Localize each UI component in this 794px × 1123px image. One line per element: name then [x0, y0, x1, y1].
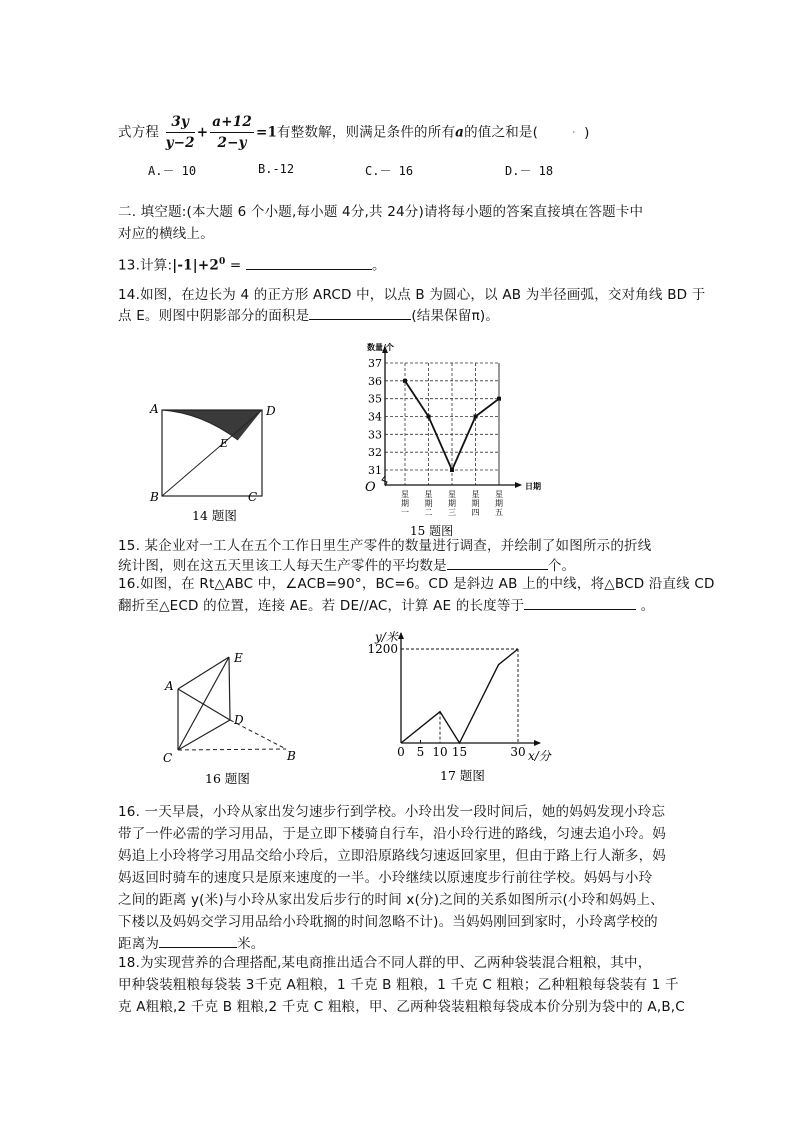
shaded-region [162, 410, 262, 440]
x-tick-label: 星 [448, 490, 456, 499]
x-axis-label: x/分 [528, 749, 551, 763]
segment-ae [178, 657, 229, 689]
answer-blank[interactable]: · [571, 124, 577, 141]
x-tick-label: 期 [495, 499, 503, 508]
q15-line1: 15. 某企业对一工人在五个工作日里生产零件的数量进行调查，并绘制了如图所示的折线 [118, 538, 652, 554]
q14-line1: 14.如图，在边长为 4 的正方形 ARCD 中，以点 B 为圆心，以 AB 为半径画弧，交对角线 BD 于 [118, 287, 706, 303]
x-tick-label: 0 [397, 745, 405, 759]
q14-line2: 点 E。则图中阴影部分的面积是 (结果保留π)。 [118, 308, 500, 324]
label-e: E [220, 437, 229, 450]
label-b: B [150, 490, 159, 504]
q14-square-figure [140, 395, 280, 535]
q18-line2: 甲种袋装粗粮每袋装 3千克 A粗粮，1 千克 B 粗粮，1 千克 C 粗粮；乙种粗粮每袋装有 1 千 [118, 977, 679, 993]
y-tick-label: 35 [368, 392, 382, 406]
q15-answer-blank[interactable] [447, 556, 548, 570]
x-tick-label: 星 [471, 490, 480, 499]
y-axis-label: 数量/个 [367, 342, 394, 352]
x-tick-label: 15 [451, 745, 468, 759]
label-b: B [287, 749, 296, 763]
equals-one: =1 [255, 124, 278, 141]
q18-line1: 18.为实现营养的合理搭配,某电商推出适合不同人群的甲、乙两种袋装混合粗粮，其中， [118, 955, 652, 971]
q17-line3: 妈追上小玲将学习用品交给小玲后，立即沿原路线匀速返回家里，但由于路上行人渐多，妈 [118, 848, 666, 864]
x-axis-arrow [534, 740, 541, 746]
q17-line2: 带了一件必需的学习用品，于是立即下楼骑自行车，沿小玲行进的路线，匀速去追小玲。妈 [118, 826, 666, 842]
q16-line1: 16.如图，在 Rt△ABC 中，∠ACB=90°，BC=6。CD 是斜边 AB 上的中线，将△BCD 沿直线 CD [118, 576, 715, 592]
q17-line4: 妈返回时骑车的速度只是原来速度的一半。小玲继续以原速度步行前往学校。妈妈与小玲 [118, 870, 653, 886]
y-tick-label: 37 [368, 357, 382, 370]
y-tick-label: 31 [368, 464, 382, 477]
option-a[interactable]: A.－ 10 [148, 164, 197, 178]
q17-line6: 下楼以及妈妈交学习用品给小玲耽搁的时间忽略不计)。当妈妈刚回到家时，小玲离学校的 [118, 914, 658, 930]
y-tick-label: 32 [368, 446, 382, 460]
x-tick-label: 期 [424, 499, 433, 508]
q12-prefix: 式方程 [118, 124, 160, 141]
segment-ad [178, 689, 230, 720]
chart-caption: 17 题图 [440, 768, 485, 783]
label-d: D [234, 713, 244, 727]
label-c: C [163, 751, 173, 765]
fraction-1: $\frac{3y}{y-2}$ [165, 114, 195, 151]
section-heading-cont: 对应的横线上。 [118, 226, 214, 242]
x-tick-label: 二 [424, 508, 433, 517]
label-a: A [150, 402, 159, 416]
q16-answer-blank[interactable] [524, 596, 636, 610]
x-tick-label: 期 [401, 499, 409, 508]
x-axis-arrow [515, 482, 522, 488]
q18-line3: 克 A粗粮,2 千克 B 粗粮,2 千克 C 粗粮，甲、乙两种袋装粗粮每袋成本价分别为袋中的 A,B,C [118, 999, 685, 1015]
segment-cb-dashed [178, 749, 286, 750]
x-tick-label: 30 [510, 745, 526, 759]
caption-14: 14 题图 [192, 508, 237, 523]
y-tick-label: 1200 [367, 642, 398, 656]
q14-answer-blank[interactable] [309, 306, 411, 320]
data-point [403, 379, 407, 383]
x-tick-label: 四 [471, 508, 480, 517]
x-tick-label: 一 [401, 508, 409, 517]
abs-expression: |-1| [172, 257, 198, 274]
y-tick-label: 36 [368, 374, 382, 388]
q13-question: 13.计算$:|-1|+2^0$ = 。 [118, 257, 386, 274]
q17-answer-blank[interactable] [159, 934, 237, 948]
x-tick-label: 星 [424, 490, 433, 499]
series-line [401, 649, 518, 743]
x-tick-label: 期 [471, 499, 480, 508]
origin-label: O [365, 480, 376, 495]
x-tick-label: 三 [448, 508, 456, 517]
caption-16: 16 题图 [205, 771, 250, 786]
segment-ed [229, 657, 230, 720]
x-tick-label: 星 [495, 490, 503, 499]
x-tick-label: 5 [416, 745, 425, 759]
y-axis-arrow [398, 632, 404, 639]
q17-line5: 之间的距离 y(米)与小玲从家出发后步行的时间 x(分)之间的关系如图所示(小玲和妈妈上、 [118, 892, 664, 908]
data-point [474, 415, 478, 419]
q16-line2: 翻折至△ECD 的位置，连接 AE。若 DE//AC，计算 AE 的长度等于 。 [118, 598, 655, 614]
label-e: E [234, 651, 243, 665]
y-tick-label: 34 [368, 410, 382, 424]
data-point [497, 397, 501, 401]
data-point [450, 468, 454, 472]
data-point [427, 415, 431, 419]
fraction-2: $\frac{a+12}{2-y}$ [212, 114, 252, 151]
x-tick-label: 期 [448, 499, 456, 508]
q12-question: 式方程 $\frac{3y}{y-2}$ + $\frac{a+12}{2-y}$ =1有整数解，则满足条件的所有a的值之和是( · ) [118, 114, 590, 151]
option-d[interactable]: D.－ 18 [505, 164, 554, 178]
q17-line-chart [360, 625, 560, 790]
label-c: C [248, 490, 258, 504]
q16-triangle-figure [150, 640, 310, 790]
q15-line2: 统计图，则在这五天里该工人每天生产零件的平均数是 个。 [118, 558, 576, 574]
segment-ce [178, 657, 229, 750]
x-tick-label: 10 [432, 745, 448, 759]
q17-line1: 16. 一天早晨，小玲从家出发匀速步行到学校。小玲出发一段时间后，她的妈妈发现小玲忘 [118, 804, 666, 820]
y-tick-label: 33 [368, 428, 382, 442]
x-axis-label: 日期 [525, 481, 541, 491]
q13-answer-blank[interactable] [246, 256, 372, 270]
x-tick-label: 星 [401, 490, 409, 499]
option-c[interactable]: C.－ 16 [365, 164, 414, 178]
chart-caption: 15 题图 [410, 524, 454, 538]
label-a: A [165, 679, 174, 693]
x-tick-label: 五 [495, 508, 503, 517]
section-heading: 二. 填空题:(本大题 6 个小题,每小题 4分,共 24分)请将每小题的答案直接填在答题卡中 [118, 204, 644, 220]
y-axis-label: y/米 [375, 630, 398, 644]
q17-line7: 距离为 米。 [118, 936, 265, 952]
q15-line-chart [355, 335, 541, 538]
label-d: D [266, 404, 276, 418]
option-b[interactable]: B.-12 [258, 162, 295, 176]
